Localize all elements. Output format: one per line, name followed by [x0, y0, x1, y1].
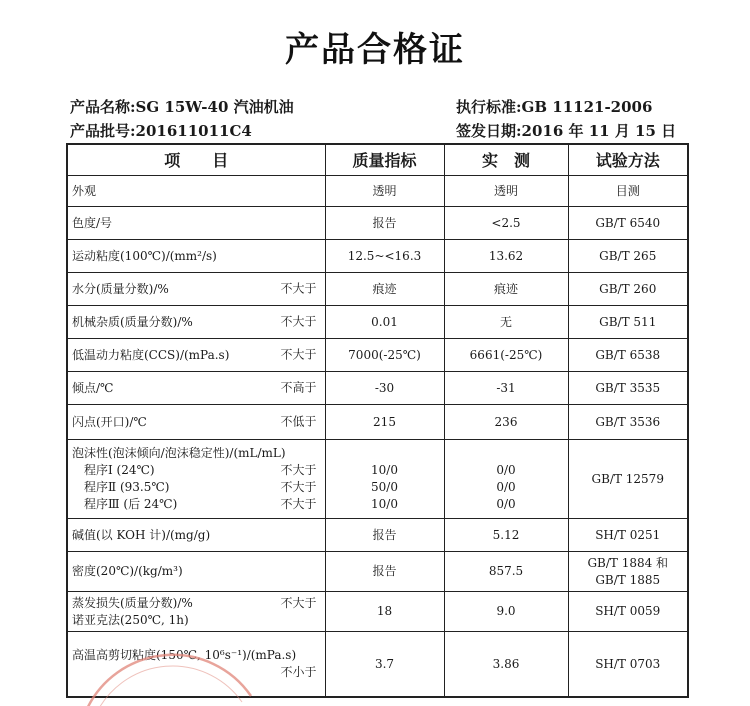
row-item-label: 低温动力粘度(CCS)/(mPa.s) [72, 347, 230, 362]
foam-seq-2 [72, 479, 321, 496]
row-method: GB/T 3536 [568, 405, 688, 440]
row-limit: 不大于 [280, 281, 317, 296]
header-item: 项 目 [67, 144, 325, 176]
foam-seq-label: 程序Ⅰ (24℃) [84, 463, 155, 477]
density-measured: 857.5 [444, 552, 568, 592]
table-row [67, 405, 688, 440]
evap-item-label: 蒸发损失(质量分数)/% [72, 595, 193, 610]
table-row [67, 339, 688, 372]
issue-date [456, 120, 676, 141]
row-spec: 报告 [325, 207, 444, 240]
batch-label: 产品批号: [70, 122, 136, 140]
table-row [67, 273, 688, 306]
row-limit: 不低于 [280, 414, 317, 429]
table-row [67, 592, 688, 632]
table-header-row [67, 144, 688, 176]
evap-item-line-1 [72, 595, 321, 612]
row-method: GB/T 3535 [568, 372, 688, 405]
row-item-label: 外观 [72, 183, 97, 198]
header-method: 试验方法 [568, 144, 688, 176]
row-item [67, 372, 325, 405]
foam-seq-limit: 不大于 [280, 480, 317, 494]
hths-limit: 不小于 [280, 665, 317, 679]
row-measured: 13.62 [444, 240, 568, 273]
hths-item-line-2 [72, 664, 321, 681]
foam-spec-1: 10/0 [371, 463, 398, 477]
base-number-measured: 5.12 [444, 519, 568, 552]
base-number-spec: 报告 [325, 519, 444, 552]
base-number-item: 碱值(以 KOH 计)/(mg/g) [67, 519, 325, 552]
table-row-foam [67, 440, 688, 519]
header-measured: 实 测 [444, 144, 568, 176]
table-row [67, 519, 688, 552]
row-measured: -31 [444, 372, 568, 405]
row-method: GB/T 265 [568, 240, 688, 273]
row-measured: 痕迹 [444, 273, 568, 306]
foam-seq-limit: 不大于 [280, 463, 317, 477]
row-method: GB/T 6540 [568, 207, 688, 240]
standard-label: 执行标准: [456, 98, 522, 116]
row-spec: 透明 [325, 176, 444, 207]
foam-seq-3 [72, 496, 321, 513]
table-row [67, 372, 688, 405]
foam-spec-3: 10/0 [371, 497, 398, 511]
row-item [67, 405, 325, 440]
row-spec: 12.5~<16.3 [325, 240, 444, 273]
base-number-method: SH/T 0251 [568, 519, 688, 552]
row-measured: 6661(-25℃) [444, 339, 568, 372]
evap-spec: 18 [325, 592, 444, 632]
row-method: GB/T 6538 [568, 339, 688, 372]
row-method: GB/T 511 [568, 306, 688, 339]
table-row [67, 306, 688, 339]
table-row [67, 632, 688, 698]
evap-item-line-2: 诺亚克法(250℃, 1h) [72, 612, 189, 627]
row-method: GB/T 260 [568, 273, 688, 306]
foam-seq-limit: 不大于 [280, 497, 317, 511]
row-item-label: 水分(质量分数)/% [72, 281, 169, 296]
row-measured: <2.5 [444, 207, 568, 240]
row-item-label: 运动粘度(100℃)/(mm²/s) [72, 248, 217, 263]
foam-method: GB/T 12579 [568, 440, 688, 519]
table-row [67, 552, 688, 592]
row-spec: 0.01 [325, 306, 444, 339]
header-spec: 质量指标 [325, 144, 444, 176]
foam-measured-2: 0/0 [496, 480, 516, 494]
row-spec: 痕迹 [325, 273, 444, 306]
hths-spec: 3.7 [325, 632, 444, 698]
row-measured: 透明 [444, 176, 568, 207]
row-spec: 215 [325, 405, 444, 440]
row-item-label: 色度/号 [72, 215, 113, 230]
row-measured: 无 [444, 306, 568, 339]
row-item-label: 机械杂质(质量分数)/% [72, 314, 193, 329]
row-item [67, 240, 325, 273]
table-row [67, 176, 688, 207]
evap-measured: 9.0 [444, 592, 568, 632]
row-method: 目测 [568, 176, 688, 207]
product-name-value: SG 15W-40 汽油机油 [135, 98, 294, 116]
foam-seq-label: 程序Ⅱ (93.5℃) [84, 480, 170, 494]
table-row [67, 207, 688, 240]
exec-standard [456, 96, 652, 117]
product-name-label: 产品名称: [70, 98, 136, 116]
row-limit: 不大于 [280, 314, 317, 329]
hths-item [67, 632, 325, 698]
row-measured: 236 [444, 405, 568, 440]
hths-measured: 3.86 [444, 632, 568, 698]
document-title: 产品合格证 [285, 30, 465, 70]
batch-value: 201611011C4 [135, 122, 252, 140]
row-item-label: 闪点(开口)/℃ [72, 414, 147, 429]
row-item-label: 倾点/℃ [72, 380, 114, 395]
row-item [67, 273, 325, 306]
hths-item-label: 高温高剪切粘度(150℃, 10⁶s⁻¹)/(mPa.s) [72, 648, 297, 662]
foam-spec-2: 50/0 [371, 480, 398, 494]
density-item: 密度(20℃)/(kg/m³) [67, 552, 325, 592]
foam-measured [444, 440, 568, 519]
product-batch [70, 120, 252, 141]
row-item [67, 207, 325, 240]
density-method-1: GB/T 1884 和 [587, 555, 669, 570]
foam-measured-1: 0/0 [496, 463, 516, 477]
evap-item [67, 592, 325, 632]
foam-seq-label: 程序Ⅲ (后 24℃) [84, 497, 178, 511]
foam-spec [325, 440, 444, 519]
row-item [67, 339, 325, 372]
density-method [568, 552, 688, 592]
foam-title: 泡沫性(泡沫倾向/泡沫稳定性)/(mL/mL) [72, 446, 286, 460]
foam-measured-3: 0/0 [496, 497, 516, 511]
table-row [67, 240, 688, 273]
issue-label: 签发日期: [456, 122, 522, 140]
product-name [70, 96, 294, 117]
density-method-2: GB/T 1885 [595, 572, 661, 587]
density-spec: 报告 [325, 552, 444, 592]
issue-value: 2016 年 11 月 15 日 [521, 122, 677, 140]
spec-table [66, 143, 689, 698]
foam-seq-1 [72, 462, 321, 479]
row-limit: 不大于 [280, 347, 317, 362]
row-item [67, 176, 325, 207]
row-spec: -30 [325, 372, 444, 405]
evap-method: SH/T 0059 [568, 592, 688, 632]
standard-value: GB 11121-2006 [521, 98, 653, 116]
row-limit: 不高于 [280, 380, 317, 395]
row-spec: 7000(-25℃) [325, 339, 444, 372]
evap-limit: 不大于 [280, 595, 317, 610]
hths-method: SH/T 0703 [568, 632, 688, 698]
foam-item [67, 440, 325, 519]
row-item [67, 306, 325, 339]
